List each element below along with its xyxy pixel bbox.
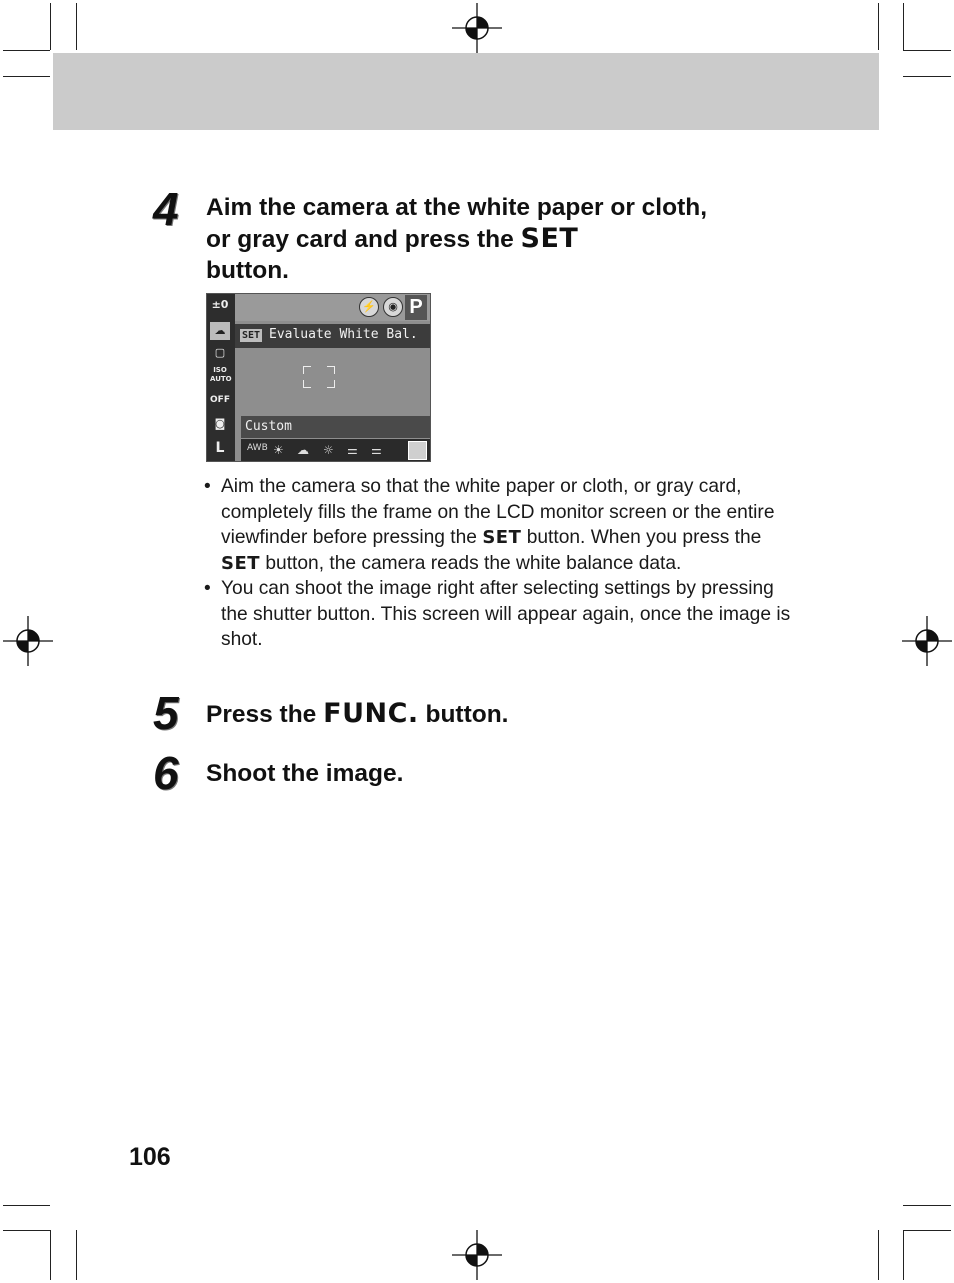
set-button-symbol: SET xyxy=(221,552,261,574)
effect-off-icon: OFF xyxy=(210,395,230,405)
flash-off-icon: ⚡ xyxy=(359,297,379,317)
header-band xyxy=(53,53,879,130)
lcd-banner xyxy=(235,324,430,348)
registration-mark-icon xyxy=(902,616,952,666)
step-6-title: Shoot the image. xyxy=(206,760,404,787)
cloudy-icon: ☁ xyxy=(297,443,309,457)
awb-icon: AWB xyxy=(247,443,268,453)
step-5-title: Press the FUNC. button. xyxy=(206,698,509,729)
fluorescent-h-icon: ⚌ xyxy=(371,443,382,457)
step-4-number: 4 xyxy=(153,183,179,235)
iso-auto-icon: ISO AUTO xyxy=(210,366,232,383)
step-6-number: 6 xyxy=(153,747,179,799)
tungsten-icon: ☼ xyxy=(323,443,334,457)
metering-icon: ◙ xyxy=(214,417,226,430)
step-4-bullets xyxy=(204,474,794,653)
registration-mark-icon xyxy=(452,3,502,53)
bullet-item: • Aim the camera so that the white paper or cloth, or gray card, completely fills the frame on the LCD monitor screen or the entire viewfinder before pressing the SET button. When you press the SET button, the camera reads the white balance data. xyxy=(204,476,775,574)
set-button-symbol: SET xyxy=(520,223,579,254)
step-4-text-end: button. xyxy=(206,257,289,284)
bullet-item: • You can shoot the image right after selecting settings by pressing the shutter button. This screen will appear again, once the image is shot. xyxy=(204,578,791,650)
lcd-left-menu xyxy=(207,294,235,462)
set-tag: SET xyxy=(242,330,261,341)
custom-wb-icon xyxy=(408,441,427,460)
drive-mode-icon: ▢ xyxy=(214,346,226,359)
daylight-icon: ☀ xyxy=(273,443,284,457)
custom-label: Custom xyxy=(245,419,292,434)
exposure-comp-icon: ±0 xyxy=(211,298,229,311)
registration-mark-icon xyxy=(3,616,53,666)
camera-lcd-screenshot xyxy=(206,293,431,462)
step-4-title xyxy=(206,192,726,286)
shooting-mode-label: P xyxy=(405,295,427,320)
banner-text: Evaluate White Bal. xyxy=(269,327,418,342)
camera-shake-icon: ◉ xyxy=(383,297,403,317)
set-button-symbol: SET xyxy=(482,527,522,548)
lcd-custom-bar xyxy=(241,416,430,438)
func-button-symbol: FUNC. xyxy=(323,698,419,729)
wb-options-bar xyxy=(241,439,430,462)
resolution-icon: L xyxy=(215,440,225,456)
registration-mark-icon xyxy=(452,1230,502,1280)
step-4-text: Aim the camera at the white paper or cloth, or gray card and press the xyxy=(206,194,708,253)
white-balance-icon: ☁ xyxy=(210,322,230,340)
fluorescent-icon: ⚌ xyxy=(347,443,358,457)
af-frame-icon xyxy=(303,366,335,388)
step-5-number: 5 xyxy=(153,687,179,739)
page-number: 106 xyxy=(129,1143,171,1171)
